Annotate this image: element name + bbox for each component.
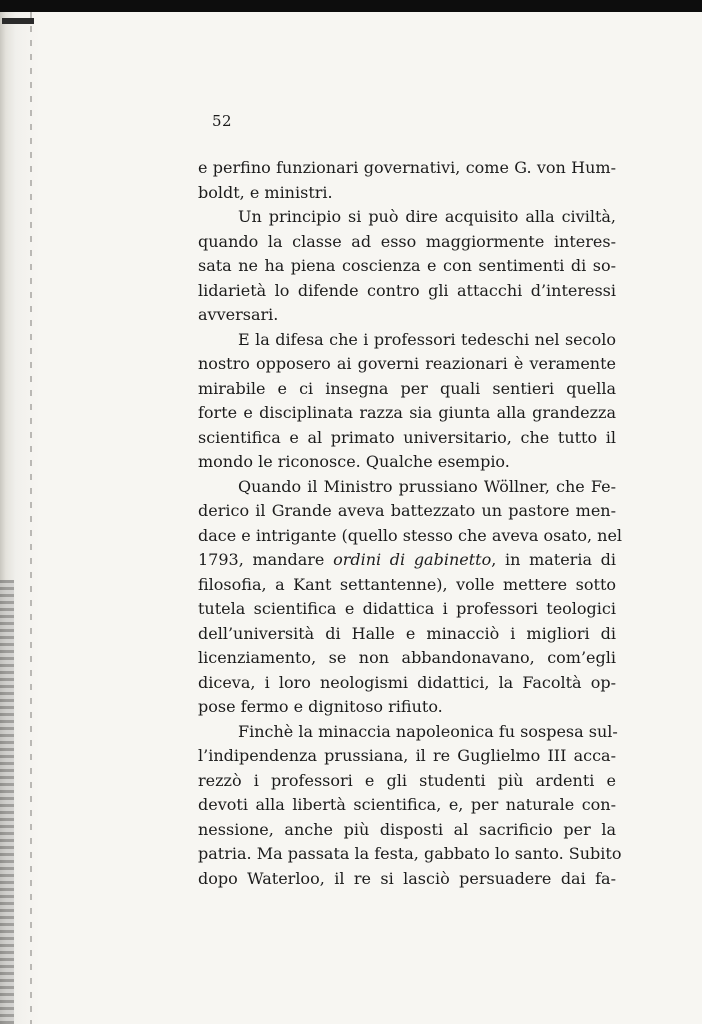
page-number: 52	[212, 112, 233, 130]
text-line: pose fermo e dignitoso rifiuto.	[198, 697, 443, 716]
text-line: filosofia, a Kant settantenne), volle mettere sotto	[198, 574, 616, 594]
scan-binding-edge	[0, 580, 14, 1024]
text-line: boldt, e ministri.	[198, 182, 333, 202]
text-line: Quando il Ministro prussiano Wöllner, che Fe-	[238, 476, 616, 496]
text-line: licenziamento, se non abbandonavano, com’egli	[198, 648, 616, 667]
text-line: mondo le riconosce. Qualche esempio.	[198, 452, 510, 471]
text-line: patria. Ma passata la festa, gabbato lo santo. Subito	[198, 844, 622, 863]
text-segment: , in materia di	[491, 550, 617, 569]
text-line: dopo Waterloo, il re si lasciò persuadere dai fa-	[198, 868, 616, 888]
text-segment: 1793, mandare	[198, 550, 334, 569]
italic-phrase: ordini di gabinetto	[333, 550, 492, 569]
text-line: dace e intrigante (quello stesso che aveva osato, nel	[198, 525, 623, 545]
text-line: l’indipendenza prussiana, il re Guglielmo III acca-	[198, 746, 616, 765]
body-text	[198, 156, 623, 891]
text-line: forte e disciplinata razza sia giunta alla grandezza	[198, 403, 616, 422]
text-line: quando la classe ad esso maggiormente interes-	[198, 231, 616, 251]
text-line: derico il Grande aveva battezzato un pastore men-	[198, 501, 616, 520]
scan-binding-line	[30, 12, 32, 1024]
text-line: rezzò i professori e gli studenti più ardenti e	[198, 770, 616, 790]
text-line: dell’università di Halle e minacciò i migliori di	[198, 623, 616, 643]
text-line: mirabile e ci insegna per quali sentieri quella	[198, 378, 616, 398]
text-line	[198, 548, 616, 573]
text-line: lidarietà lo difende contro gli attacchi d’interessi	[198, 280, 616, 300]
text-line: Finchè la minaccia napoleonica fu sospesa sul-	[238, 721, 618, 741]
scan-top-border	[0, 0, 702, 12]
text-line: sata ne ha piena coscienza e con sentimenti di so-	[198, 256, 616, 275]
scan-corner-mark	[2, 18, 34, 24]
text-line: devoti alla libertà scientifica, e, per naturale con-	[198, 795, 616, 814]
text-line: e perfino funzionari governativi, come G. von Hum-	[198, 158, 616, 177]
text-line: E la difesa che i professori tedeschi nel secolo	[238, 329, 616, 349]
text-line: diceva, i loro neologismi didattici, la Facoltà op-	[198, 672, 616, 692]
text-line: scientifica e al primato universitario, che tutto il	[198, 427, 616, 447]
text-line: Un principio si può dire acquisito alla civiltà,	[238, 207, 616, 226]
text-line: nostro opposero ai governi reazionari è veramente	[198, 354, 616, 373]
text-line: nessione, anche più disposti al sacrificio per la	[198, 819, 616, 839]
text-line: tutela scientifica e didattica i professori teologici	[198, 599, 616, 618]
text-line: avversari.	[198, 305, 279, 324]
